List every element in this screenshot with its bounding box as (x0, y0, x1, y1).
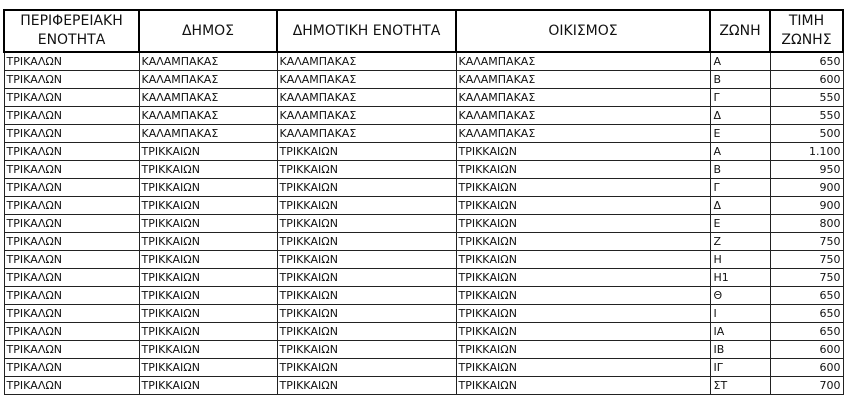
table-row (4, 251, 843, 269)
zone-price-table (3, 9, 844, 395)
municipality-cell: ΤΡΙΚΚΑΙΩΝ (139, 251, 277, 269)
settlement-cell: ΤΡΙΚΚΑΙΩΝ (456, 269, 710, 287)
header-row (4, 10, 843, 52)
table-row (4, 107, 843, 125)
settlement-cell: ΚΑΛΑΜΠΑΚΑΣ (456, 52, 710, 71)
regional-unit-cell: ΤΡΙΚΑΛΩΝ (4, 215, 139, 233)
zone-price-cell: 500 (770, 125, 843, 143)
municipal-unit-cell: ΤΡΙΚΚΑΙΩΝ (277, 215, 456, 233)
zone-price-cell: 650 (770, 287, 843, 305)
zone-price-cell: 900 (770, 197, 843, 215)
settlement-cell: ΤΡΙΚΚΑΙΩΝ (456, 359, 710, 377)
settlement-cell: ΚΑΛΑΜΠΑΚΑΣ (456, 89, 710, 107)
header-municipal-unit: ΔΗΜΟΤΙΚΗ ΕΝΟΤΗΤΑ (277, 10, 456, 52)
table-row (4, 143, 843, 161)
settlement-cell: ΤΡΙΚΚΑΙΩΝ (456, 377, 710, 395)
regional-unit-cell: ΤΡΙΚΑΛΩΝ (4, 269, 139, 287)
municipality-cell: ΤΡΙΚΚΑΙΩΝ (139, 233, 277, 251)
zone-price-cell: 650 (770, 323, 843, 341)
settlement-cell: ΤΡΙΚΚΑΙΩΝ (456, 197, 710, 215)
zone-price-cell: 1.100 (770, 143, 843, 161)
zone-price-sheet (3, 9, 844, 395)
zone-cell: Δ (710, 107, 770, 125)
municipality-cell: ΤΡΙΚΚΑΙΩΝ (139, 359, 277, 377)
table-row (4, 52, 843, 71)
municipal-unit-cell: ΚΑΛΑΜΠΑΚΑΣ (277, 107, 456, 125)
zone-price-cell: 600 (770, 359, 843, 377)
table-row (4, 71, 843, 89)
zone-cell: Ζ (710, 233, 770, 251)
zone-cell: Ι (710, 305, 770, 323)
zone-cell: ΣΤ (710, 377, 770, 395)
zone-price-cell: 750 (770, 233, 843, 251)
regional-unit-cell: ΤΡΙΚΑΛΩΝ (4, 287, 139, 305)
municipality-cell: ΚΑΛΑΜΠΑΚΑΣ (139, 89, 277, 107)
zone-cell: Θ (710, 287, 770, 305)
zone-price-cell: 750 (770, 251, 843, 269)
zone-cell: Ε (710, 125, 770, 143)
municipal-unit-cell: ΤΡΙΚΚΑΙΩΝ (277, 269, 456, 287)
table-row (4, 341, 843, 359)
zone-cell: Α (710, 52, 770, 71)
municipal-unit-cell: ΤΡΙΚΚΑΙΩΝ (277, 197, 456, 215)
municipality-cell: ΤΡΙΚΚΑΙΩΝ (139, 161, 277, 179)
municipal-unit-cell: ΤΡΙΚΚΑΙΩΝ (277, 233, 456, 251)
regional-unit-cell: ΤΡΙΚΑΛΩΝ (4, 377, 139, 395)
zone-price-cell: 550 (770, 107, 843, 125)
municipality-cell: ΤΡΙΚΚΑΙΩΝ (139, 287, 277, 305)
zone-cell: ΙΒ (710, 341, 770, 359)
settlement-cell: ΚΑΛΑΜΠΑΚΑΣ (456, 107, 710, 125)
municipal-unit-cell: ΤΡΙΚΚΑΙΩΝ (277, 287, 456, 305)
table-row (4, 89, 843, 107)
header-regional-unit: ΠΕΡΙΦΕΡΕΙΑΚΗ ΕΝΟΤΗΤΑ (4, 10, 139, 52)
municipality-cell: ΤΡΙΚΚΑΙΩΝ (139, 341, 277, 359)
municipal-unit-cell: ΤΡΙΚΚΑΙΩΝ (277, 377, 456, 395)
zone-price-cell: 900 (770, 179, 843, 197)
regional-unit-cell: ΤΡΙΚΑΛΩΝ (4, 197, 139, 215)
table-row (4, 359, 843, 377)
table-row (4, 377, 843, 395)
settlement-cell: ΤΡΙΚΚΑΙΩΝ (456, 215, 710, 233)
regional-unit-cell: ΤΡΙΚΑΛΩΝ (4, 305, 139, 323)
header-settlement: ΟΙΚΙΣΜΟΣ (456, 10, 710, 52)
regional-unit-cell: ΤΡΙΚΑΛΩΝ (4, 359, 139, 377)
municipality-cell: ΤΡΙΚΚΑΙΩΝ (139, 323, 277, 341)
municipality-cell: ΤΡΙΚΚΑΙΩΝ (139, 143, 277, 161)
municipality-cell: ΤΡΙΚΚΑΙΩΝ (139, 305, 277, 323)
table-row (4, 269, 843, 287)
zone-price-cell: 750 (770, 269, 843, 287)
municipality-cell: ΤΡΙΚΚΑΙΩΝ (139, 269, 277, 287)
zone-cell: Γ (710, 179, 770, 197)
table-row (4, 215, 843, 233)
municipal-unit-cell: ΤΡΙΚΚΑΙΩΝ (277, 359, 456, 377)
zone-cell: Β (710, 71, 770, 89)
municipal-unit-cell: ΤΡΙΚΚΑΙΩΝ (277, 251, 456, 269)
zone-cell: Η (710, 251, 770, 269)
municipality-cell: ΤΡΙΚΚΑΙΩΝ (139, 377, 277, 395)
municipal-unit-cell: ΤΡΙΚΚΑΙΩΝ (277, 161, 456, 179)
settlement-cell: ΤΡΙΚΚΑΙΩΝ (456, 161, 710, 179)
settlement-cell: ΤΡΙΚΚΑΙΩΝ (456, 179, 710, 197)
municipality-cell: ΤΡΙΚΚΑΙΩΝ (139, 197, 277, 215)
regional-unit-cell: ΤΡΙΚΑΛΩΝ (4, 323, 139, 341)
settlement-cell: ΤΡΙΚΚΑΙΩΝ (456, 251, 710, 269)
regional-unit-cell: ΤΡΙΚΑΛΩΝ (4, 89, 139, 107)
settlement-cell: ΚΑΛΑΜΠΑΚΑΣ (456, 125, 710, 143)
regional-unit-cell: ΤΡΙΚΑΛΩΝ (4, 125, 139, 143)
settlement-cell: ΤΡΙΚΚΑΙΩΝ (456, 287, 710, 305)
regional-unit-cell: ΤΡΙΚΑΛΩΝ (4, 143, 139, 161)
zone-cell: Γ (710, 89, 770, 107)
table-row (4, 287, 843, 305)
municipality-cell: ΚΑΛΑΜΠΑΚΑΣ (139, 125, 277, 143)
table-row (4, 197, 843, 215)
zone-price-cell: 650 (770, 305, 843, 323)
zone-price-cell: 600 (770, 71, 843, 89)
settlement-cell: ΤΡΙΚΚΑΙΩΝ (456, 143, 710, 161)
regional-unit-cell: ΤΡΙΚΑΛΩΝ (4, 52, 139, 71)
regional-unit-cell: ΤΡΙΚΑΛΩΝ (4, 161, 139, 179)
municipality-cell: ΚΑΛΑΜΠΑΚΑΣ (139, 52, 277, 71)
municipality-cell: ΤΡΙΚΚΑΙΩΝ (139, 179, 277, 197)
table-row (4, 323, 843, 341)
regional-unit-cell: ΤΡΙΚΑΛΩΝ (4, 233, 139, 251)
settlement-cell: ΚΑΛΑΜΠΑΚΑΣ (456, 71, 710, 89)
zone-price-cell: 950 (770, 161, 843, 179)
table-row (4, 305, 843, 323)
zone-cell: ΙΓ (710, 359, 770, 377)
zone-cell: ΙΑ (710, 323, 770, 341)
zone-cell: Δ (710, 197, 770, 215)
municipality-cell: ΤΡΙΚΚΑΙΩΝ (139, 215, 277, 233)
settlement-cell: ΤΡΙΚΚΑΙΩΝ (456, 233, 710, 251)
table-body (4, 52, 843, 395)
regional-unit-cell: ΤΡΙΚΑΛΩΝ (4, 71, 139, 89)
table-row (4, 161, 843, 179)
municipal-unit-cell: ΚΑΛΑΜΠΑΚΑΣ (277, 89, 456, 107)
municipal-unit-cell: ΚΑΛΑΜΠΑΚΑΣ (277, 125, 456, 143)
municipal-unit-cell: ΤΡΙΚΚΑΙΩΝ (277, 323, 456, 341)
header-municipality: ΔΗΜΟΣ (139, 10, 277, 52)
regional-unit-cell: ΤΡΙΚΑΛΩΝ (4, 179, 139, 197)
regional-unit-cell: ΤΡΙΚΑΛΩΝ (4, 107, 139, 125)
header-zone-price: ΤΙΜΗ ΖΩΝΗΣ (770, 10, 843, 52)
municipality-cell: ΚΑΛΑΜΠΑΚΑΣ (139, 71, 277, 89)
zone-price-cell: 800 (770, 215, 843, 233)
municipal-unit-cell: ΚΑΛΑΜΠΑΚΑΣ (277, 52, 456, 71)
zone-cell: Β (710, 161, 770, 179)
municipal-unit-cell: ΤΡΙΚΚΑΙΩΝ (277, 305, 456, 323)
zone-cell: Η1 (710, 269, 770, 287)
regional-unit-cell: ΤΡΙΚΑΛΩΝ (4, 341, 139, 359)
settlement-cell: ΤΡΙΚΚΑΙΩΝ (456, 323, 710, 341)
zone-price-cell: 550 (770, 89, 843, 107)
zone-cell: Α (710, 143, 770, 161)
table-row (4, 179, 843, 197)
header-zone: ΖΩΝΗ (710, 10, 770, 52)
settlement-cell: ΤΡΙΚΚΑΙΩΝ (456, 341, 710, 359)
zone-price-cell: 650 (770, 52, 843, 71)
table-header (4, 10, 843, 52)
municipality-cell: ΚΑΛΑΜΠΑΚΑΣ (139, 107, 277, 125)
municipal-unit-cell: ΤΡΙΚΚΑΙΩΝ (277, 341, 456, 359)
municipal-unit-cell: ΤΡΙΚΚΑΙΩΝ (277, 179, 456, 197)
zone-price-cell: 700 (770, 377, 843, 395)
table-row (4, 125, 843, 143)
zone-price-cell: 600 (770, 341, 843, 359)
table-row (4, 233, 843, 251)
settlement-cell: ΤΡΙΚΚΑΙΩΝ (456, 305, 710, 323)
zone-cell: Ε (710, 215, 770, 233)
municipal-unit-cell: ΚΑΛΑΜΠΑΚΑΣ (277, 71, 456, 89)
municipal-unit-cell: ΤΡΙΚΚΑΙΩΝ (277, 143, 456, 161)
regional-unit-cell: ΤΡΙΚΑΛΩΝ (4, 251, 139, 269)
